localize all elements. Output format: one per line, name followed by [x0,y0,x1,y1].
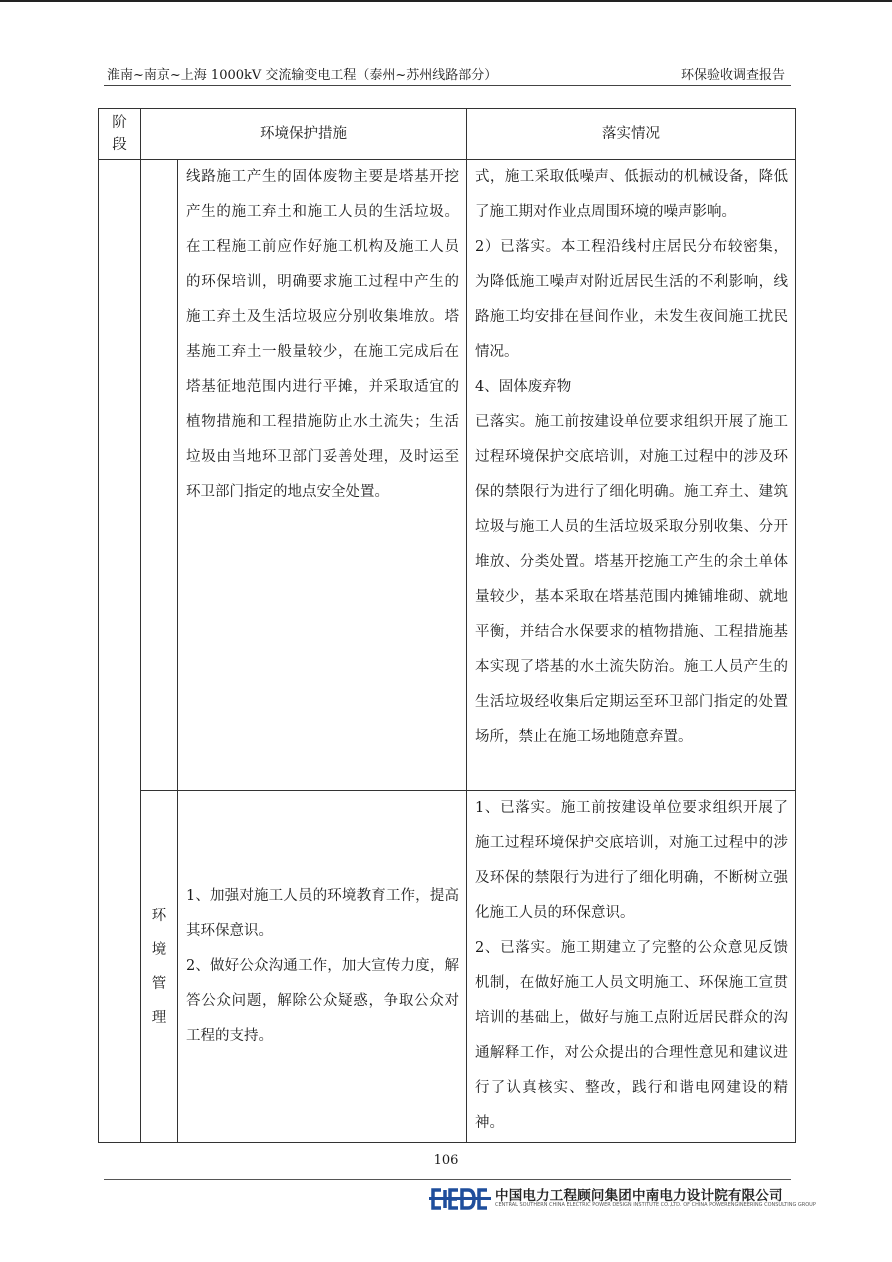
table-header-row [99,109,796,160]
stage-cell [99,160,141,1143]
implementation-paragraph: 4、固体废弃物 [475,379,572,395]
header-measures: 环境保护措施 [141,109,467,160]
header-report-title: 环保验收调查报告 [680,68,785,83]
implementation-paragraph: 2）已落实。本工程沿线村庄居民分布较密集，为降低施工噪声对附近居民生活的不利影响，线路施工均安排在昼间作业，未发生夜间施工扰民情况。 [475,239,788,360]
table-row [99,160,796,791]
company-name-en: CENTRAL SOUTHERN CHINA ELECTRIC POWER DESIGN INSTITUTE CO.,LTD. OF CHINA POWERENGINEERING CONSULTING GROUP [495,1202,816,1208]
implementation-cell [467,791,796,1143]
header-rule [104,85,791,86]
implementation-paragraph: 1、已落实。施工前按建设单位要求组织开展了施工过程环境保护交底培训，对施工过程中的涉及环保的禁限行为进行了细化明确，不断树立强化施工人员的环保意识。 [475,800,788,921]
page-number: 106 [433,1153,459,1168]
table-row [99,791,796,1143]
header-implementation: 落实情况 [467,109,796,160]
subcategory-label: 环境管理 [151,907,167,1026]
implementation-paragraph: 2、已落实。施工期建立了完整的公众意见反馈机制，在做好施工人员文明施工、环保施工宣贯培训的基础上，做好与施工点附近居民群众的沟通解释工作，对公众提出的合理性意见和建议进行了认真核实、整改，践行和谐电网建设的精神。 [475,940,788,1131]
measure-paragraph: 线路施工产生的固体废物主要是塔基开挖产生的施工弃土和施工人员的生活垃圾。在工程施工前应作好施工机构及施工人员的环保培训，明确要求施工过程中产生的施工弃土及生活垃圾应分别收集堆放。塔基施工弃土一般量较少，在施工完成后在塔基征地范围内进行平摊，并采取适宜的植物措施和工程措施防止水土流失；生活垃圾由当地环卫部门妥善处理，及时运至环卫部门指定的地点安全处置。 [186,169,459,500]
measure-paragraph: 1、加强对施工人员的环境教育工作，提高其环保意识。 [186,888,459,939]
top-border [0,0,892,2]
subcategory-cell [141,160,178,791]
measures-cell [178,791,467,1143]
implementation-paragraph: 式，施工采取低噪声、低振动的机械设备，降低了施工期对作业点周围环境的噪声影响。 [475,169,788,220]
measures-table [98,108,796,1143]
implementation-paragraph: 已落实。施工前按建设单位要求组织开展了施工过程环境保护交底培训，对施工过程中的涉及环保的禁限行为进行了细化明确。施工弃土、建筑垃圾与施工人员的生活垃圾采取分别收集、分开堆放、分类处置。塔基开挖施工产生的余土单体量较少，基本采取在塔基范围内摊铺堆砌、就地平衡，并结合水保要求的植物措施、工程措施基本实现了塔基的水土流失防治。施工人员产生的生活垃圾经收集后定期运至环卫部门指定的处置场所，禁止在施工场地随意弃置。 [475,414,788,745]
company-name-cn: 中国电力工程顾问集团中南电力设计院有限公司 [495,1188,783,1204]
header-project-title: 淮南~南京~上海 1000kV 交流输变电工程（泰州~苏州线路部分） [107,68,498,83]
header-stage: 阶段 [99,109,141,160]
implementation-cell [467,160,796,791]
footer-rule [104,1179,791,1180]
measure-paragraph: 2、做好公众沟通工作，加大宣传力度，解答公众问题，解除公众疑惑，争取公众对工程的支持。 [186,958,459,1044]
company-logo-icon [428,1186,492,1212]
subcategory-cell [141,791,178,1143]
measures-cell [178,160,467,791]
